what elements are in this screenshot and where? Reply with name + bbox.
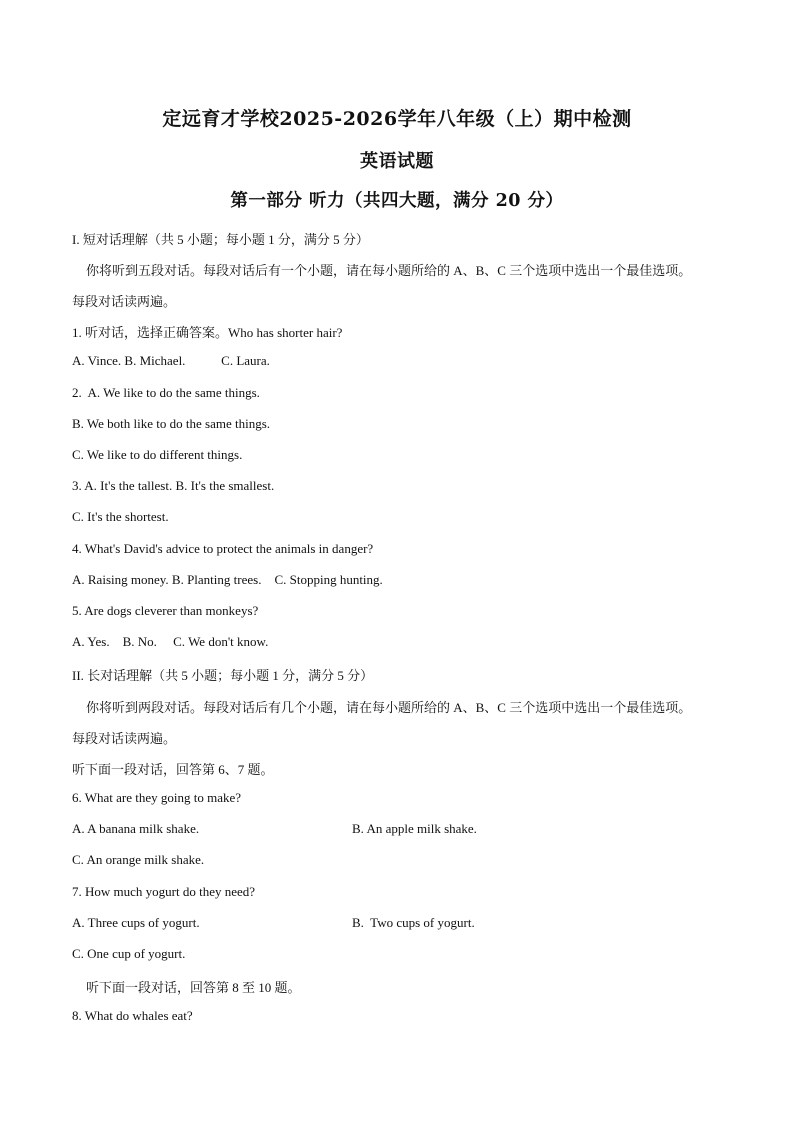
question-3-option-c: C. It's the shortest. [72,509,169,524]
subject-title: 英语试题 [360,151,434,172]
question-8: 8. What do whales eat? [72,1008,193,1023]
question-2-option-c: C. We like to do different things. [72,447,243,462]
section2-instruction-cont: 每段对话读两遍。 [72,731,177,746]
question-6-option-a: A. A banana milk shake. [72,821,200,836]
question-6: 6. What are they going to make? [72,790,242,805]
section1-instruction: 你将听到五段对话。每段对话后有一个小题，请在每小题所给的 A、B、C 三个选项中选出一个最佳选项。 [86,263,692,278]
question-3: 3. A. It's the tallest. B. It's the smallest. [72,478,275,493]
question-2: 2. A. We like to do the same things. [72,385,260,400]
question-7-option-b: B. Two cups of yogurt. [352,915,475,930]
dialog2-intro: 听下面一段对话，回答第 8 至 10 题。 [86,980,301,995]
question-6-option-b: B. An apple milk shake. [352,821,477,836]
question-4-options: A. Raising money. B. Planting trees. C. Stopping hunting. [72,572,383,587]
question-1-options: A. Vince. B. Michael. C. Laura. [72,353,270,368]
school-title: 定远育才学校2025-2026学年八年级（上）期中检测 [162,108,632,130]
question-5-options: A. Yes. B. No. C. We don't know. [72,634,269,649]
question-7: 7. How much yogurt do they need? [72,884,256,899]
section1-instruction-cont: 每段对话读两遍。 [72,294,177,309]
section2-instruction: 你将听到两段对话。每段对话后有几个小题，请在每小题所给的 A、B、C 三个选项中选出一个最佳选项。 [86,700,692,715]
question-7-option-a: A. Three cups of yogurt. [72,915,200,930]
part-title: 第一部分 听力（共四大题，满分 20 分） [230,191,564,211]
question-7-option-c: C. One cup of yogurt. [72,946,186,961]
question-4: 4. What's David's advice to protect the animals in danger? [72,541,374,556]
section2-heading: II. 长对话理解（共 5 小题；每小题 1 分，满分 5 分） [72,668,374,683]
dialog1-intro: 听下面一段对话，回答第 6、7 题。 [72,762,274,777]
question-5: 5. Are dogs cleverer than monkeys? [72,603,259,618]
question-6-option-c: C. An orange milk shake. [72,852,205,867]
question-1: 1. 听对话，选择正确答案。Who has shorter hair? [72,325,343,340]
section1-heading: I. 短对话理解（共 5 小题；每小题 1 分，满分 5 分） [72,232,369,247]
question-2-option-b: B. We both like to do the same things. [72,416,271,431]
